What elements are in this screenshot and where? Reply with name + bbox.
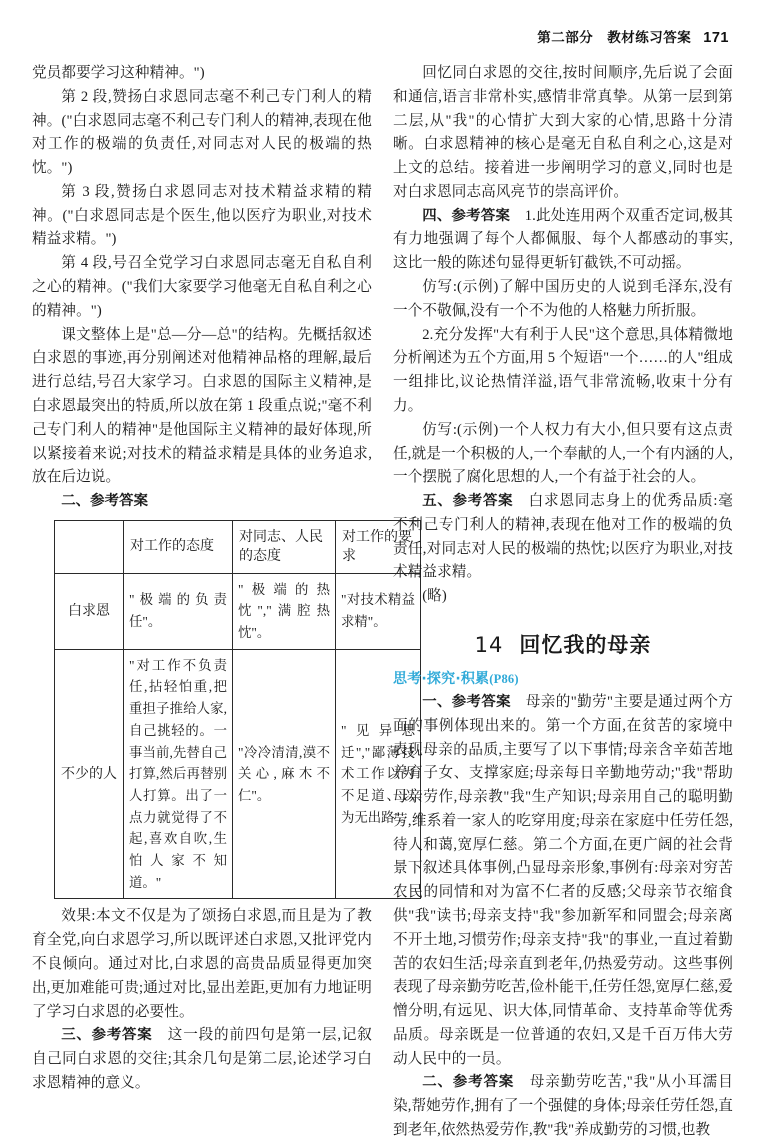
section-heading-label: 五、参考答案 [422,493,514,510]
paragraph: 仿写:(示例)一个人权力有大小,但只要有这点责任,就是一个积极的人,一个奉献的人,一个有内涵的人,一个摆脱了腐化思想的人,一个有益于社会的人。 [393,421,733,486]
header-section-label: 教材练习答案 [607,30,692,46]
two-column-body [32,62,733,1139]
left-column [32,62,415,1091]
table-header-cell-work-attitude: 对工作的态度 [124,520,233,573]
header-part-label: 第二部分 [537,30,594,46]
table-cell: "冷冷清清,漠不关心,麻木不仁"。 [233,649,336,899]
table-header-row [55,520,421,573]
table-header-cell-work-requirement: 对工作的要求 [336,520,421,573]
lesson-section-two-text: 母亲勤劳吃苦,"我"从小耳濡目染,帮她劳作,拥有了一个强健的身体;母亲任劳任怨,直到老年,依然热爱劳作,教"我"养成勤劳的习惯,也教 [393,1074,733,1139]
section-heading-label: 四、参考答案 [422,207,511,224]
paragraph: 回忆同白求恩的交往,按时间顺序,先后说了会面和通信,语言非常朴实,感情非常真挚。从第一层到第二层,从"我"的心情扩大到大家的心情,思路十分清晰。白求恩精神的核心是毫无自私自利之心,这是对上文的总结。接着进一步阐明学习的意义,同时也是对白求恩同志高风亮节的崇高评价。 [393,65,733,200]
right-column [393,62,733,1139]
section-heading-two [32,490,372,514]
paragraph: 党员都要学习这种精神。") [32,65,205,81]
lesson-blue-heading [393,668,733,688]
section-three-text: 这一段的前四句是第一层,记叙自己同白求恩的交往;其余几句是第二层,论述学习白求恩精神的意义。 [32,1027,372,1091]
lesson-section-one-text: 母亲的"勤劳"主要是通过两个方面的事例体现出来的。第一个方面,在贫苦的家境中表现母亲的品质,主要写了以下事情;母亲含辛茹苦地养育子女、支撑家庭;母亲每日辛勤地劳动;"我"帮助母亲劳作,母亲教"我"生产知识;母亲用自己的聪明勤劳,维系着一家人的吃穿用度;母亲在家庭中任劳任怨,待人和蔼,宽厚仁慈。第二个方面,在更广阔的社会背景下叙述具体事例,凸显母亲形象,事例有:母亲对穷苦农民的同情和对为富不仁者的反感;父母亲节衣缩食供"我"读书;母亲支持"我"参加新军和同盟会;母亲离不开土地,习惯劳作;母亲支持"我"的事业,一直过着勤苦的农妇生活;母亲直到老年,仍热爱劳动。这些事例表现了母亲勤劳吃苦,俭朴能干,任劳任怨,宽厚仁慈,爱憎分明,有远见、识大体,同情革命、支持革命等优秀品质。母亲既是一位普通的农妇,又是千百万伟大劳动人民中的一员。 [393,693,733,1067]
section-three [32,1024,372,1095]
section-four [393,205,733,276]
section-five-text: 白求恩同志身上的优秀品质:毫不利己专门利人的精神,表现在他对工作的极端的负责任,对同志对人民的极端的热忱;以医疗为职业,对技术精益求精。 [393,493,733,581]
table-body [55,573,421,899]
section-heading-label: 一、参考答案 [422,693,511,710]
section-four-text: 1.此处连用两个双重否定词,极其有力地强调了每个人都佩服、每个人都感动的事实,这比一般的陈述句显得更斩钉截铁,不可动摇。 [393,207,733,272]
paragraph: 2.充分发挥"大有利于人民"这个意思,具体精微地分析阐述为五个方面,用 5 个短语"一个……的人"组成一组排比,议论热情洋溢,语气非常流畅,收束十分有力。 [393,326,733,414]
table-row-label: 不少的人 [55,649,124,899]
lesson-number: 14 [474,632,504,657]
table-cell: "对技术精益求精"。 [336,573,421,649]
lesson-section-one [393,691,733,1072]
table-cell: "见异思迁","鄙薄技术工作以为不足道、以为无出路"。 [336,649,421,899]
paragraph: 仿写:(示例)了解中国历史的人说到毛泽东,没有一个不敬佩,没有一个不为他的人格魅力所折服。 [393,279,733,319]
table-header-cell-blank [55,520,124,573]
page-number: 171 [703,30,729,46]
table-row [55,649,421,899]
table-row [55,573,421,649]
answer-table-wrapper [32,520,415,900]
lesson-title-text: 回忆我的母亲 [519,632,652,657]
section-heading-label: 三、参考答案 [61,1027,153,1044]
section-heading-label: 二、参考答案 [61,493,149,510]
paragraph: 第 2 段,赞扬白求恩同志毫不利己专门利人的精神。("白求恩同志毫不利己专门利人的精神,表现在他对工作的极端的负责任,对同志对人民的极端的热忱。") [32,88,372,177]
table-head [55,520,421,573]
table-cell: "极端的热忱","满腔热忱"。 [233,573,336,649]
answer-table [54,520,421,900]
omitted-note: (略) [422,588,447,605]
section-heading-label: 二、参考答案 [422,1074,515,1091]
section-five [393,490,733,585]
table-row-label: 白求恩 [55,573,124,649]
paragraph: 第 3 段,赞扬白求恩同志对技术精益求精的精神。("白求恩同志是个医生,他以医疗为职业,对技术精益求精。") [32,183,372,248]
table-cell: "极端的负责任"。 [124,573,233,649]
blue-heading-page-ref: (P86) [489,671,519,686]
paragraph: 课文整体上是"总—分—总"的结构。先概括叙述白求恩的事迹,再分别阐述对他精神品格的理解,最后进行总结,号召大家学习。白求恩的国际主义精神,是白求恩最突出的特质,所以放在第 1 段重点说;"毫不利己专门利人的精神"是他国际主义精神的最好体现,所以紧接着来说;对技术的精益求精是具体的业务追求,放在后边说。 [32,326,372,486]
lesson-section-two [393,1071,733,1142]
blue-heading-text: 思考·探究·积累 [393,670,490,687]
table-cell: "对工作不负责任,拈轻怕重,把重担子推给人家,自己挑轻的。一事当前,先替自己打算,然后再替别人打算。出了一点力就觉得了不起,喜欢自吹,生怕人家不知道。" [124,649,233,899]
lesson-title [393,629,733,659]
paragraph: 第 4 段,号召全党学习白求恩同志毫无自私自利之心的精神。("我们大家要学习他毫无自私自利之心的精神。") [32,255,372,319]
page-header [0,26,729,46]
table-header-cell-people-attitude: 对同志、人民的态度 [233,520,336,573]
paragraph: 效果:本文不仅是为了颂扬白求恩,而且是为了教育全党,向白求恩学习,所以既评述白求恩,又批评党内不良倾向。通过对比,白求恩的高贵品质显得更加突出,更加难能可贵;通过对比,显出差距,更加有力地证明了学习白求恩的必要性。 [32,908,372,1020]
